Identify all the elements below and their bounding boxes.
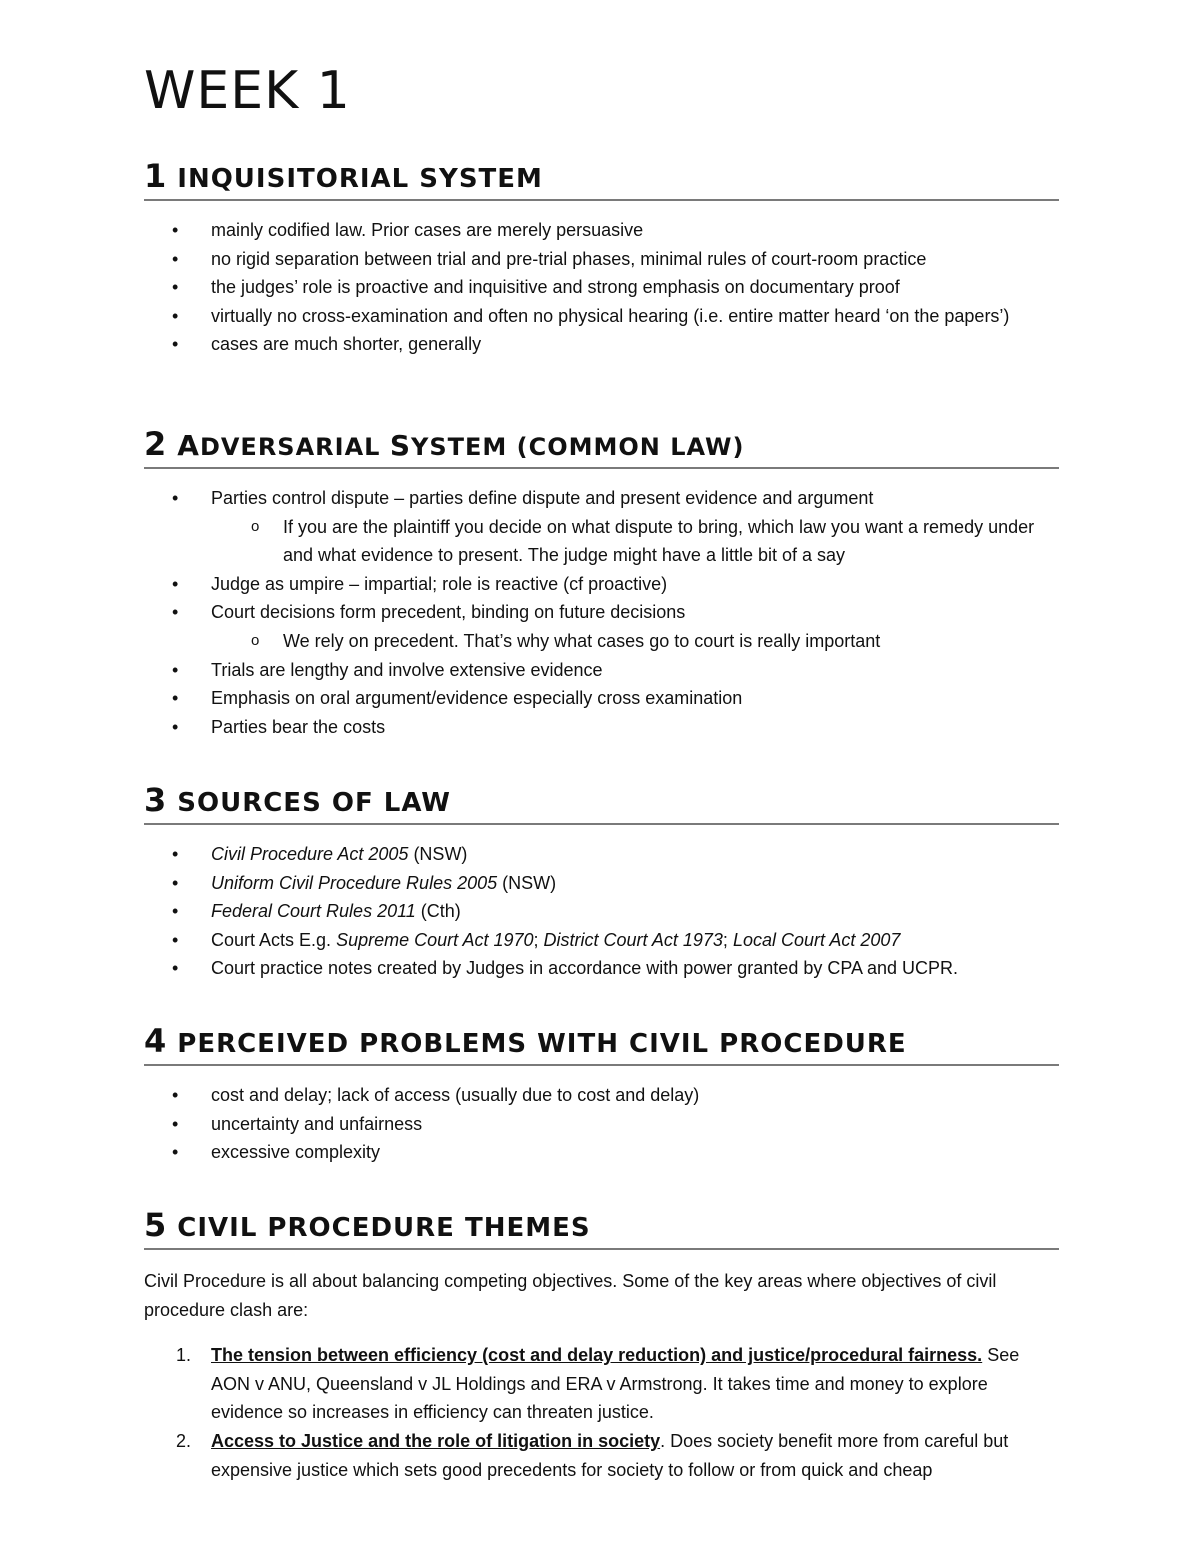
list-item: • the judges’ role is proactive and inquisitive and strong emphasis on documentary proof (144, 273, 1059, 302)
item-text: . Does society benefit more from careful but expensive justice which sets good precedents for society to follow or from quick and cheap (211, 1430, 1009, 1480)
list-item (144, 1341, 1059, 1427)
separator: ; (533, 929, 544, 950)
jurisdiction: (Cth) (415, 901, 461, 922)
section-inquisitorial-system (144, 158, 1059, 359)
item-text: See AON v ANU, Queensland v JL Holdings and ERA v Armstrong. It takes time and money to explore evidence so increases in efficiency can threaten justice. (211, 1345, 1020, 1423)
list-item (144, 926, 1059, 955)
section-number: 1 (144, 157, 168, 195)
section-heading-text: SOURCES OF LAW (177, 788, 451, 818)
heading-capital: S (389, 429, 411, 462)
legislation-title: District Court Act 1973 (543, 929, 723, 950)
legislation-title: Local Court Act 2007 (732, 929, 901, 950)
section-heading-text: INQUISITORIAL SYSTEM (177, 164, 543, 194)
sub-list-item: o We rely on precedent. That’s why what cases go to court is really important (211, 627, 1059, 656)
legislation-title: Supreme Court Act 1970 (336, 929, 534, 950)
list-item: • Judge as umpire – impartial; role is reactive (cf proactive) (144, 570, 1059, 599)
legislation-title: Uniform Civil Procedure Rules 2005 (211, 872, 498, 893)
list-item: • excessive complexity (144, 1138, 1059, 1167)
section-intro: Civil Procedure is all about balancing competing objectives. Some of the key areas where objectives of civil procedure clash are: (144, 1271, 997, 1320)
section-adversarial-system (144, 426, 1059, 741)
list-marker: 1. (176, 1345, 192, 1366)
list-item (144, 484, 1059, 570)
section-perceived-problems (144, 1023, 1059, 1167)
list-item: • mainly codified law. Prior cases are merely persuasive (144, 216, 1059, 245)
numbered-list (144, 1341, 1059, 1484)
document-title: WEEK 1 (144, 61, 351, 121)
list-item (144, 598, 1059, 655)
separator: ; (722, 929, 733, 950)
list-item: • Parties bear the costs (144, 713, 1059, 742)
sub-bullet-list (211, 513, 1059, 570)
heading-small-caps: YSTEM (COMMON LAW) (410, 433, 745, 461)
section-sources-of-law (144, 782, 1059, 983)
list-item (144, 869, 1059, 898)
section-heading-text: PERCEIVED PROBLEMS WITH CIVIL PROCEDURE (177, 1029, 907, 1059)
list-item (144, 897, 1059, 926)
list-marker: 2. (176, 1430, 192, 1451)
section-heading (144, 158, 1059, 201)
list-item (144, 840, 1059, 869)
section-number: 3 (144, 781, 168, 819)
list-item: • virtually no cross-examination and often no physical hearing (i.e. entire matter heard ‘on the papers’) (144, 302, 1059, 331)
heading-capital: A (177, 429, 200, 462)
item-lead: The tension between efficiency (cost and delay reduction) and justice/procedural fairness. (211, 1345, 983, 1366)
list-item-text: Court decisions form precedent, binding on future decisions (211, 602, 686, 623)
legislation-title: Civil Procedure Act 2005 (211, 844, 409, 864)
list-item: • cases are much shorter, generally (144, 330, 1059, 359)
section-heading-text: CIVIL PROCEDURE THEMES (177, 1213, 591, 1243)
section-heading (144, 782, 1059, 825)
list-item: • Trials are lengthy and involve extensive evidence (144, 656, 1059, 685)
list-item (144, 1427, 1059, 1484)
list-item-prefix: Court Acts E.g. (211, 929, 337, 950)
section-heading (144, 426, 1059, 469)
list-item: • cost and delay; lack of access (usually due to cost and delay) (144, 1081, 1059, 1110)
section-number: 5 (144, 1206, 168, 1244)
section-civil-procedure-themes (144, 1207, 1059, 1484)
item-lead: Access to Justice and the role of litigation in society (211, 1430, 661, 1451)
list-item: • uncertainty and unfairness (144, 1110, 1059, 1139)
heading-small-caps: DVERSARIAL (199, 433, 390, 461)
section-heading (144, 1023, 1059, 1066)
bullet-list (144, 1081, 1059, 1167)
list-item: • no rigid separation between trial and pre-trial phases, minimal rules of court-room practice (144, 245, 1059, 274)
jurisdiction: (NSW) (497, 872, 557, 893)
sub-bullet-list (211, 627, 1059, 656)
jurisdiction: (NSW) (408, 844, 468, 864)
list-item: • Emphasis on oral argument/evidence especially cross examination (144, 684, 1059, 713)
legislation-title: Federal Court Rules 2011 (211, 901, 416, 922)
section-number: 2 (144, 425, 168, 463)
bullet-list (144, 216, 1059, 359)
bullet-list (144, 484, 1059, 741)
bullet-list (144, 840, 1059, 983)
sub-list-item: o If you are the plaintiff you decide on what dispute to bring, which law you want a remedy under and what evidence to present. The judge might have a little bit of a say (211, 513, 1059, 570)
section-heading (144, 1207, 1059, 1250)
section-number: 4 (144, 1022, 168, 1060)
list-item-text: Parties control dispute – parties define dispute and present evidence and argument (211, 488, 874, 508)
list-item: • Court practice notes created by Judges in accordance with power granted by CPA and UCPR. (144, 954, 1059, 983)
